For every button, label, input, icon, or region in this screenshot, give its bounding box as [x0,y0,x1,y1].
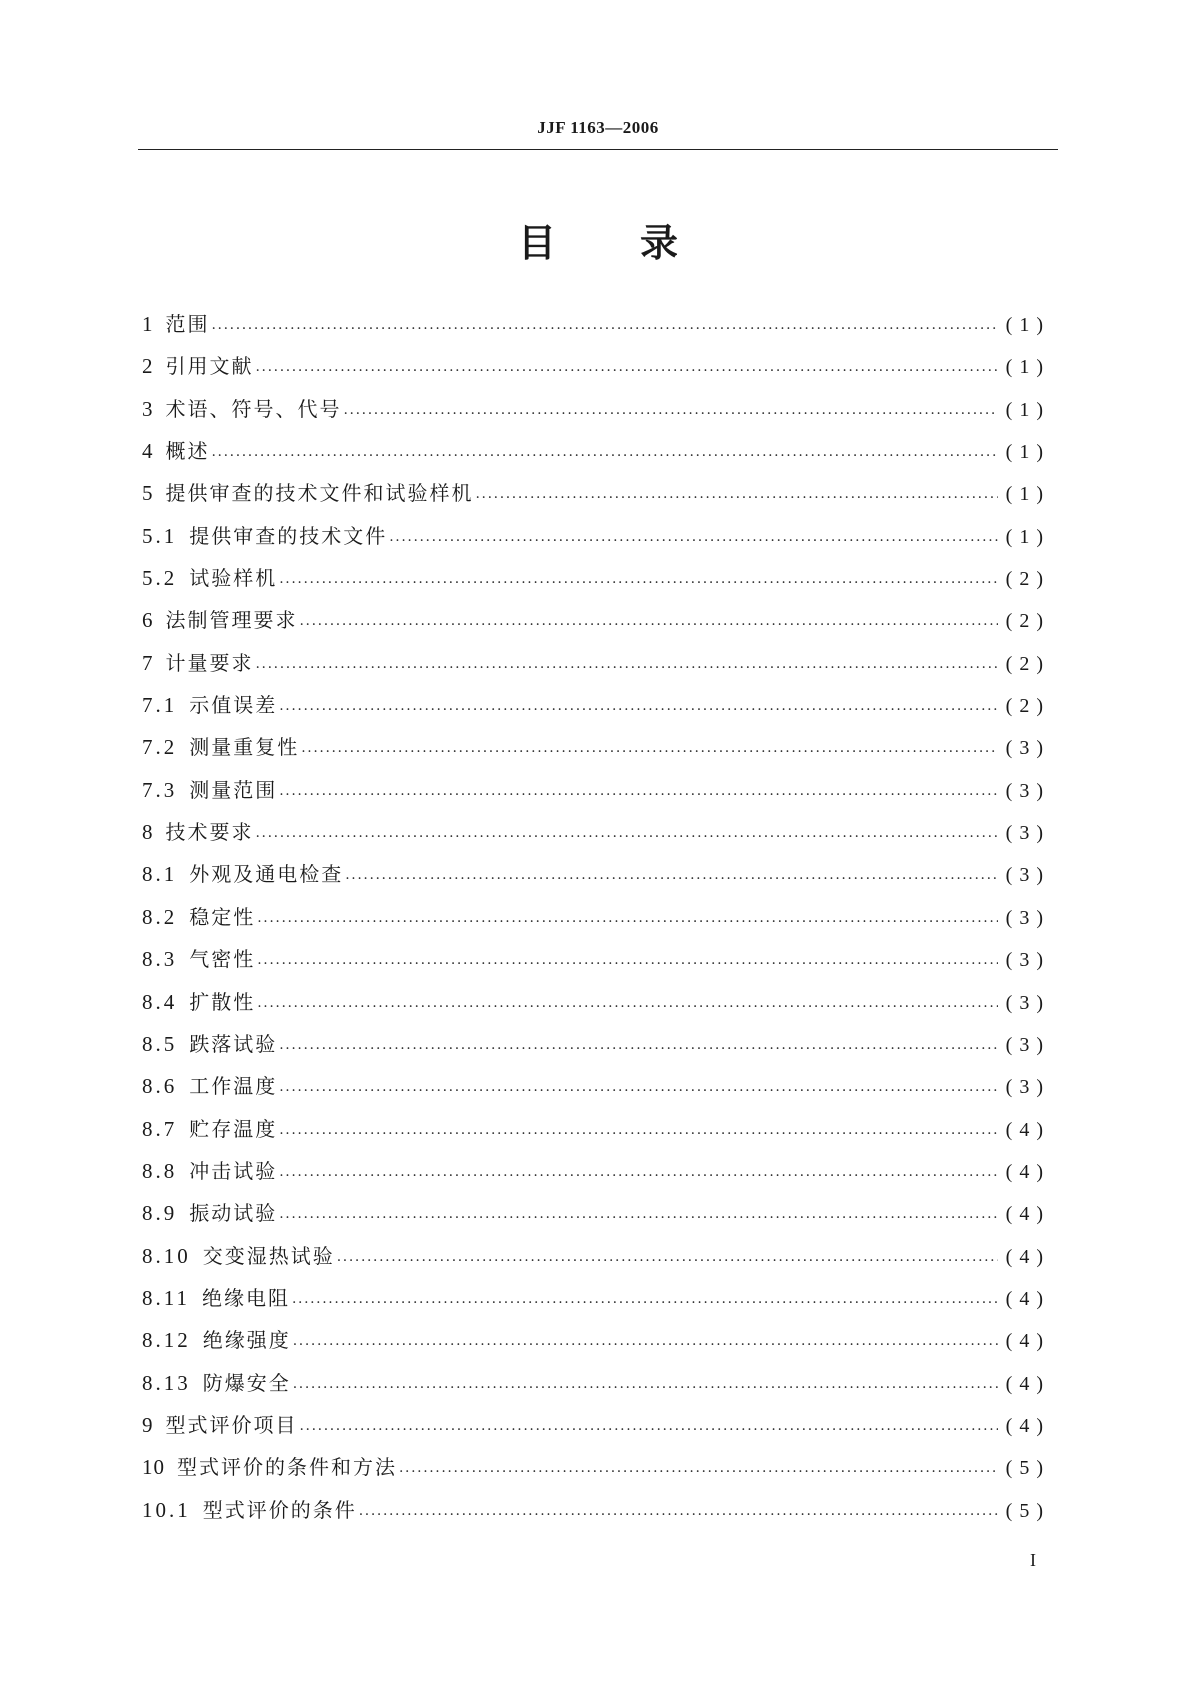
toc-entry-title: 振动试验 [189,1201,278,1226]
toc-entry-page: (3) [1005,1076,1050,1099]
toc-entry-number: 8.11 [142,1285,190,1310]
toc-entry-title: 型式评价的条件和方法 [177,1455,397,1480]
toc-entry [142,1409,1050,1451]
toc-entry [142,1113,1050,1155]
toc-entry [142,1324,1050,1366]
toc-entry-title: 技术要求 [165,820,254,845]
toc-entry [142,1028,1050,1070]
toc-dot-leader [279,1034,997,1054]
toc-entry-number: 5.1 [142,523,178,548]
toc-entry [142,308,1050,350]
toc-entry-title: 示值误差 [189,693,278,718]
toc-entry-page: (1) [1005,441,1050,464]
toc-entry-number: 8.8 [142,1158,178,1183]
toc-dot-leader [359,1500,998,1520]
toc-entry-page: (1) [1005,525,1050,548]
document-code-header: JJF 1163—2006 [537,118,659,137]
header-rule [138,149,1058,150]
toc-dot-leader [279,695,997,715]
toc-entry-title: 概述 [165,439,210,464]
toc-entry-number: 5 [142,481,154,506]
toc-dot-leader [279,1076,997,1096]
title-char-right: 录 [640,221,679,265]
toc-dot-leader [300,1415,998,1435]
toc-dot-leader [279,1203,997,1223]
toc-dot-leader [389,526,997,546]
toc-entry-title: 计量要求 [165,650,254,675]
toc-entry [142,1155,1050,1197]
toc-entry-title: 绝缘强度 [202,1328,291,1353]
toc-entry-number: 8.2 [142,904,178,929]
toc-dot-leader [279,780,997,800]
title-char-left: 目 [517,221,556,265]
toc-entry [142,435,1050,477]
toc-entry [142,816,1050,858]
toc-dot-leader [279,1119,997,1139]
toc-entry-number: 8.1 [142,862,178,887]
toc-entry-number: 8.6 [142,1074,178,1099]
toc-entry-page: (4) [1005,1330,1050,1353]
toc-entry-title: 提供审查的技术文件和试验样机 [165,481,474,506]
toc-entry-title: 术语、符号、代号 [165,396,342,421]
toc-dot-leader [345,864,997,884]
toc-entry-number: 7.2 [142,735,178,760]
toc-entry [142,901,1050,943]
toc-entry-title: 防爆安全 [202,1370,291,1395]
toc-entry [142,1282,1050,1324]
toc-entry-title: 测量重复性 [189,735,300,760]
toc-entry [142,1240,1050,1282]
toc-entry-page: (3) [1005,822,1050,845]
toc-entry-title: 提供审查的技术文件 [189,523,388,548]
toc-entry [142,1451,1050,1493]
toc-dot-leader [292,1288,998,1308]
toc-entry [142,477,1050,519]
toc-entry-page: (2) [1005,695,1050,718]
toc-entry-number: 9 [142,1412,154,1437]
toc-entry-title: 扩散性 [189,989,256,1014]
toc-entry-number: 10.1 [142,1497,191,1522]
toc-entry-number: 3 [142,396,154,421]
toc-dot-leader [256,653,998,673]
toc-entry-page: (1) [1005,356,1050,379]
toc-entry [142,520,1050,562]
toc-entry-page: (4) [1005,1372,1050,1395]
toc-entry-title: 型式评价的条件 [202,1497,357,1522]
toc-dot-leader [293,1373,998,1393]
toc-dot-leader [212,314,998,334]
toc-entry-page: (3) [1005,1033,1050,1056]
toc-dot-leader [301,737,997,757]
toc-entry-number: 8 [142,820,154,845]
toc-entry-page: (1) [1005,483,1050,506]
toc-dot-leader [476,483,998,503]
toc-entry-number: 7.1 [142,693,178,718]
toc-dot-leader [257,949,997,969]
toc-entry-page: (1) [1005,398,1050,421]
table-of-contents [142,308,1050,1536]
page-folio: I [1030,1550,1036,1570]
toc-entry [142,1197,1050,1239]
toc-entry-title: 绝缘电阻 [201,1285,290,1310]
toc-entry-page: (5) [1005,1499,1050,1522]
toc-entry [142,943,1050,985]
toc-entry [142,1070,1050,1112]
toc-entry [142,1494,1050,1536]
toc-entry-page: (5) [1005,1457,1050,1480]
toc-dot-leader [399,1457,998,1477]
toc-entry-page: (4) [1005,1414,1050,1437]
toc-entry-number: 7 [142,650,154,675]
toc-entry-page: (3) [1005,949,1050,972]
toc-entry [142,774,1050,816]
toc-dot-leader [293,1330,998,1350]
toc-entry-title: 范围 [165,312,210,336]
toc-entry-number: 8.7 [142,1116,178,1141]
toc-entry-page: (3) [1005,864,1050,887]
toc-entry-number: 10 [142,1455,165,1480]
toc-entry-page: (4) [1005,1245,1050,1268]
toc-entry-page: (3) [1005,906,1050,929]
toc-entry-title: 交变湿热试验 [202,1243,335,1268]
toc-dot-leader [256,822,998,842]
toc-entry-page: (4) [1005,1287,1050,1310]
toc-entry-title: 贮存温度 [189,1116,278,1141]
toc-dot-leader [256,356,998,376]
toc-entry-title: 测量范围 [189,777,278,802]
toc-entry-number: 8.3 [142,947,178,972]
toc-entry [142,393,1050,435]
toc-entry-number: 7.3 [142,777,178,802]
page-title [138,212,1058,267]
toc-entry-number: 8.9 [142,1201,178,1226]
toc-entry-title: 工作温度 [189,1074,278,1099]
toc-entry [142,604,1050,646]
toc-entry-page: (3) [1005,991,1050,1014]
toc-entry-page: (3) [1005,779,1050,802]
toc-entry [142,731,1050,773]
toc-dot-leader [344,399,998,419]
toc-entry [142,647,1050,689]
toc-entry-number: 2 [142,354,154,379]
toc-dot-leader [257,992,997,1012]
toc-entry-number: 6 [142,608,154,633]
toc-entry-page: (3) [1005,737,1050,760]
toc-entry-page: (4) [1005,1203,1050,1226]
toc-entry [142,562,1050,604]
toc-dot-leader [212,441,998,461]
toc-entry-title: 气密性 [189,947,256,972]
toc-dot-leader [337,1246,998,1266]
toc-entry-number: 8.4 [142,989,178,1014]
toc-entry-number: 8.13 [142,1370,191,1395]
toc-entry [142,350,1050,392]
toc-dot-leader [257,907,997,927]
toc-entry [142,858,1050,900]
toc-entry [142,1367,1050,1409]
toc-entry-page: (4) [1005,1160,1050,1183]
toc-entry-number: 8.10 [142,1243,191,1268]
toc-entry-title: 外观及通电检查 [189,862,344,887]
toc-entry-title: 试验样机 [189,566,278,591]
toc-entry-number: 8.12 [142,1328,191,1353]
toc-entry-title: 法制管理要求 [165,608,298,633]
toc-dot-leader [279,1161,997,1181]
toc-entry-number: 8.5 [142,1031,178,1056]
toc-entry-title: 跌落试验 [189,1031,278,1056]
toc-entry-number: 4 [142,439,154,464]
toc-entry-title: 引用文献 [165,354,254,379]
toc-entry-title: 型式评价项目 [165,1412,298,1437]
toc-entry-number: 5.2 [142,566,178,591]
toc-entry-page: (2) [1005,568,1050,591]
toc-entry-title: 稳定性 [189,904,256,929]
toc-entry-page: (2) [1005,610,1050,633]
toc-entry [142,689,1050,731]
toc-entry-page: (2) [1005,652,1050,675]
toc-entry [142,986,1050,1028]
toc-dot-leader [300,610,998,630]
toc-entry-page: (1) [1005,314,1050,336]
toc-entry-page: (4) [1005,1118,1050,1141]
toc-dot-leader [279,568,997,588]
toc-entry-title: 冲击试验 [189,1158,278,1183]
toc-entry-number: 1 [142,312,154,336]
